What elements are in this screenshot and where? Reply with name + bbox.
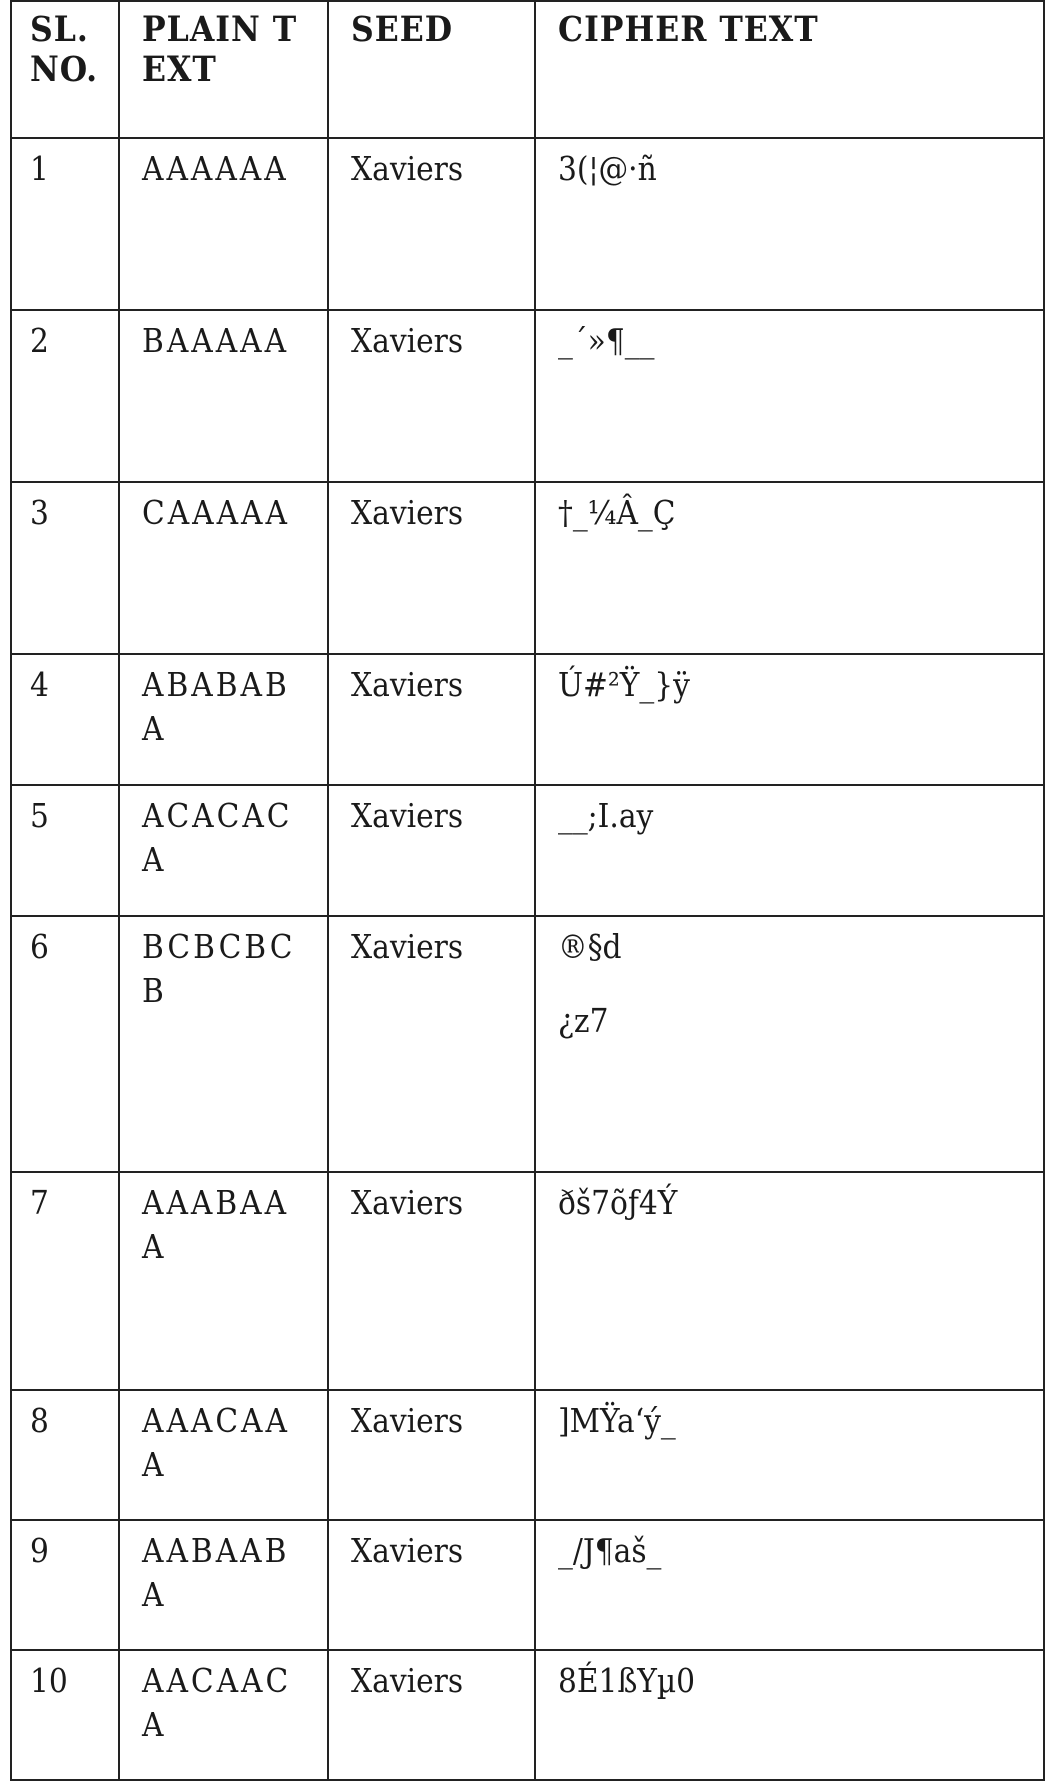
table-header-row — [11, 1, 1044, 138]
cell-plain-text: ACACACA — [119, 785, 328, 916]
cipher-line: ]MŸa‘ý_ — [558, 1401, 676, 1440]
table-row — [11, 1172, 1044, 1390]
cell-sl-no: 6 — [11, 916, 119, 1172]
cipher-table — [10, 0, 1045, 1781]
cell-seed: Xaviers — [328, 785, 535, 916]
cell-plain-text: CAAAAA — [119, 482, 328, 654]
cell-plain-text: BAAAAA — [119, 310, 328, 482]
cell-seed: Xaviers — [328, 310, 535, 482]
cell-cipher-text — [535, 1650, 1044, 1780]
table-row — [11, 1520, 1044, 1650]
cipher-line: 8É1ßYµ0 — [558, 1661, 696, 1700]
cell-sl-no: 4 — [11, 654, 119, 785]
cell-sl-no: 7 — [11, 1172, 119, 1390]
cell-sl-no: 3 — [11, 482, 119, 654]
cipher-line: ®§d — [558, 927, 622, 966]
cell-plain-text: AAACAAA — [119, 1390, 328, 1520]
cell-sl-no: 9 — [11, 1520, 119, 1650]
cell-cipher-text — [535, 1520, 1044, 1650]
header-sl-no: SL. NO. — [11, 1, 119, 138]
header-cipher-text: CIPHER TEXT — [535, 1, 1044, 138]
table-row — [11, 138, 1044, 310]
cell-plain-text: ABABABA — [119, 654, 328, 785]
cipher-line: †_¼Â_Ç — [558, 493, 676, 532]
cell-cipher-text — [535, 138, 1044, 310]
cipher-line: ¿z7 — [558, 1001, 609, 1040]
cell-cipher-text — [535, 654, 1044, 785]
cell-cipher-text — [535, 482, 1044, 654]
cell-seed: Xaviers — [328, 1172, 535, 1390]
cipher-line: Ú#²Ÿ_}ÿ — [558, 665, 690, 704]
table-row — [11, 785, 1044, 916]
table-row — [11, 654, 1044, 785]
table-row — [11, 1390, 1044, 1520]
cell-sl-no: 1 — [11, 138, 119, 310]
table-row — [11, 482, 1044, 654]
cell-seed: Xaviers — [328, 1650, 535, 1780]
cell-sl-no: 10 — [11, 1650, 119, 1780]
cell-plain-text: AAABAAA — [119, 1172, 328, 1390]
cell-seed: Xaviers — [328, 654, 535, 785]
cell-cipher-text — [535, 916, 1044, 1172]
cell-seed: Xaviers — [328, 1520, 535, 1650]
cell-cipher-text — [535, 1390, 1044, 1520]
cipher-line: _´»¶__ — [558, 321, 655, 360]
cell-sl-no: 5 — [11, 785, 119, 916]
table-row — [11, 310, 1044, 482]
table-row — [11, 916, 1044, 1172]
cell-seed: Xaviers — [328, 482, 535, 654]
cell-sl-no: 2 — [11, 310, 119, 482]
header-plain-text: PLAIN TEXT — [119, 1, 328, 138]
cell-plain-text: AAAAAA — [119, 138, 328, 310]
cell-cipher-text — [535, 1172, 1044, 1390]
cell-plain-text: AACAACA — [119, 1650, 328, 1780]
cipher-line: _/J¶aš_ — [558, 1531, 662, 1570]
cell-seed: Xaviers — [328, 916, 535, 1172]
cipher-line: __;I.ay — [558, 796, 654, 835]
cell-cipher-text — [535, 785, 1044, 916]
cell-plain-text: AABAABA — [119, 1520, 328, 1650]
cell-sl-no: 8 — [11, 1390, 119, 1520]
cipher-line: ðš7õƒ4Ý — [558, 1183, 678, 1222]
cell-seed: Xaviers — [328, 1390, 535, 1520]
cipher-line: 3(¦@·ñ — [558, 149, 657, 188]
table-row — [11, 1650, 1044, 1780]
cell-cipher-text — [535, 310, 1044, 482]
header-seed: SEED — [328, 1, 535, 138]
cell-plain-text: BCBCBCB — [119, 916, 328, 1172]
cell-seed: Xaviers — [328, 138, 535, 310]
